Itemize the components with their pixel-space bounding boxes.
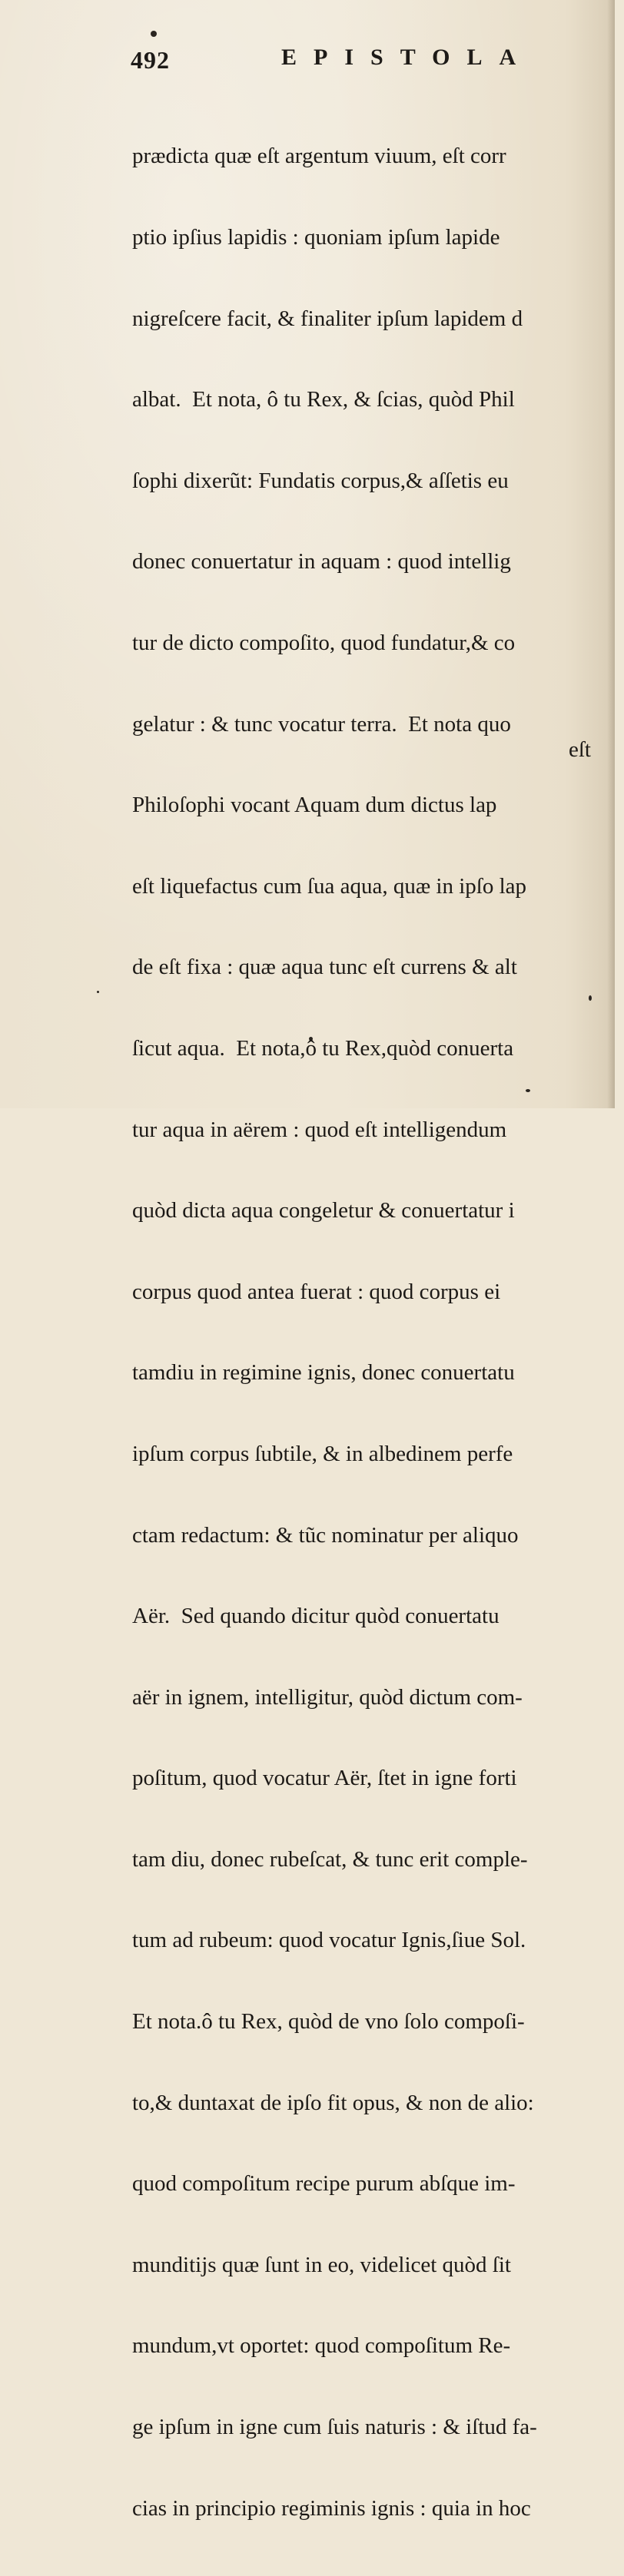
text-line: ge ipſum in igne cum ſuis naturis : & iſtud fa- <box>132 2415 537 2440</box>
text-line: albat. Et nota, ô tu Rex, & ſcias, quòd Phil <box>132 387 515 412</box>
text-line: quòd dicta aqua congeletur & conuertatur i <box>132 1198 515 1223</box>
text-line: tum ad rubeum: quod vocatur Ignis,ſiue Sol. <box>132 1928 526 1953</box>
text-line: ptio ipſius lapidis : quoniam ipſum lapide <box>132 225 500 250</box>
text-line: cias in principio regiminis ignis : quia in hoc <box>132 2495 531 2521</box>
text-line: nigreſcere facit, & finaliter ipſum lapidem d <box>132 306 523 331</box>
catchword: eſt <box>569 737 591 762</box>
text-line: Philoſophi vocant Aquam dum dictus lap <box>132 793 497 818</box>
text-line: ſicut aqua. Et nota,ô tu Rex,quòd conuerta <box>132 1035 514 1061</box>
text-line: Et nota.ô tu Rex, quòd de vno ſolo compoſi- <box>132 2009 525 2035</box>
text-line: poſitum, quod vocatur Aër, ſtet in igne forti <box>132 1766 517 1791</box>
text-line: to,& duntaxat de ipſo fit opus, & non de alio: <box>132 2090 534 2115</box>
text-line: tur aqua in aërem : quod eſt intelligendum <box>132 1117 507 1142</box>
text-line: de eſt fixa : quæ aqua tunc eſt currens & alt <box>132 955 517 980</box>
ink-speck <box>151 31 157 37</box>
text-line: munditijs quæ ſunt in eo, videlicet quòd ſit <box>132 2252 511 2277</box>
text-line: ſophi dixerũt: Fundatis corpus,& aſſetis eu <box>132 468 509 493</box>
text-line: ipſum corpus ſubtile, & in albedinem perfe <box>132 1441 513 1466</box>
body-text <box>132 89 624 2576</box>
text-line: prædicta quæ eſt argentum viuum, eſt corr <box>132 144 506 169</box>
text-line: aër in ignem, intelligitur, quòd dictum com- <box>132 1684 523 1710</box>
text-line: mundum,vt oportet: quod compoſitum Re- <box>132 2333 511 2359</box>
page-header <box>131 40 592 78</box>
page-number: 492 <box>131 46 170 74</box>
text-line: donec conuertatur in aquam : quod intellig <box>132 549 511 574</box>
running-title: EPISTOLA <box>281 45 533 70</box>
text-line: tur de dicto compoſito, quod fundatur,& co <box>132 630 516 655</box>
text-line: tam diu, donec rubeſcat, & tunc erit comple- <box>132 1846 528 1872</box>
text-line: eſt liquefactus cum ſua aqua, quæ in ipſo lap <box>132 873 527 899</box>
text-line: Aër. Sed quando dicitur quòd conuertatu <box>132 1604 500 1629</box>
text-line: corpus quod antea fuerat : quod corpus ei <box>132 1279 501 1304</box>
text-line: ctam redactum: & tũc nominatur per aliquo <box>132 1522 519 1548</box>
text-line: quod compoſitum recipe purum abſque im- <box>132 2171 516 2197</box>
ink-speck <box>97 991 99 993</box>
text-line: gelatur : & tunc vocatur terra. Et nota quo <box>132 711 511 737</box>
text-line: tamdiu in regimine ignis, donec conuertatu <box>132 1360 515 1386</box>
